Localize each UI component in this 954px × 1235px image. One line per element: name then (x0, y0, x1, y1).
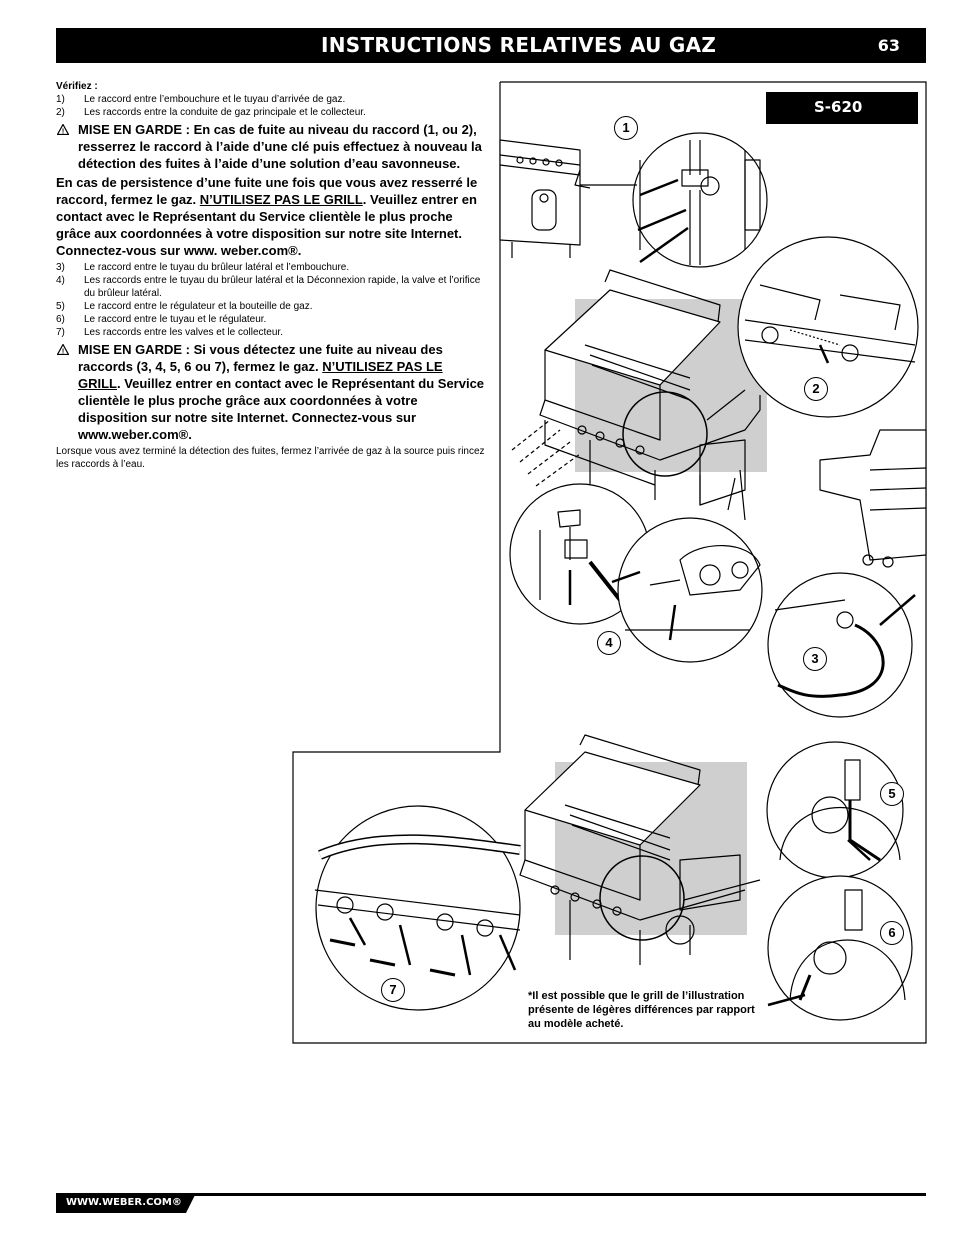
callout-number: 4 (605, 635, 613, 650)
footer-url: WWW.WEBER.COM® (66, 1197, 182, 1208)
callout-number: 6 (888, 925, 896, 940)
list-item-number: 1) (56, 94, 65, 105)
persist-text-end: . Veuillez entrer en contact avec le Représentant du Service clientèle le plus proche grâce aux coordonnées à votre disposition sur notre site Internet. Connectez-vous sur www. weber.com®. (56, 192, 477, 258)
list-item-number: 3) (56, 262, 65, 273)
list-item-number: 5) (56, 301, 65, 312)
do-not-use-text: N’UTILISEZ PAS LE GRILL (199, 192, 363, 207)
svg-text:!: ! (61, 128, 65, 135)
callout-number: 5 (888, 786, 896, 801)
model-text: S-620 (814, 98, 863, 116)
list-item-number: 7) (56, 327, 65, 338)
callout-1 (614, 116, 638, 140)
list-item-text: Le raccord entre le régulateur et la bouteille de gaz. (84, 301, 313, 312)
callout-4 (597, 631, 621, 655)
warning-1-text: MISE EN GARDE : En cas de fuite au niveau du raccord (1, ou 2), resserrez le raccord à l’aide d’une clé puis effectuez à nouveau la détection des fuites à l’aide d’une solution d’eau savonneuse. (78, 122, 482, 171)
list-item-text: Les raccords entre le tuyau du brûleur latéral et la Déconnexion rapide, la valve et l’orifice du brûleur latéral. (84, 275, 481, 299)
list-item-number: 4) (56, 275, 65, 286)
list-item-text: Les raccords entre la conduite de gaz principale et le collecteur. (84, 107, 366, 118)
callout-3 (803, 647, 827, 671)
warning-2-text: MISE EN GARDE : Si vous détectez une fuite au niveau des raccords (3, 4, 5, 6 ou 7), fermez le gaz. (78, 342, 443, 374)
callout-5 (880, 782, 904, 806)
page-title: INSTRUCTIONS RELATIVES AU GAZ (321, 33, 717, 57)
grill-side-view (820, 430, 926, 567)
warning-2-text-end: . Veuillez entrer en contact avec le Représentant du Service clientèle le plus proche grâce aux coordonnées à votre disposition sur notre site Internet. Connectez-vous sur www.weber.com®. (78, 376, 485, 442)
callout-2 (804, 377, 828, 401)
closing-text: Lorsque vous avez terminé la détection des fuites, fermez l’arrivée de gaz à la source puis rincez les raccords à l’eau. (56, 446, 485, 470)
svg-text:!: ! (61, 348, 65, 355)
model-label (766, 92, 918, 124)
callout-number: 3 (811, 651, 819, 666)
callout-6 (880, 921, 904, 945)
check-label: Vérifiez : (56, 81, 98, 92)
list-item-text: Le raccord entre le tuyau et le régulateur. (84, 314, 267, 325)
callout-7 (381, 978, 405, 1002)
list-item-number: 2) (56, 107, 65, 118)
grill-icon (500, 140, 580, 258)
list-item-text: Les raccords entre les valves et le collecteur. (84, 327, 283, 338)
page-number: 63 (877, 36, 900, 55)
list-item-number: 6) (56, 314, 65, 325)
illustration-note: *Il est possible que le grill de l’illustration présente de légères différences par rapport au modèle acheté. (528, 990, 755, 1030)
do-not-use-text: N’UTILISEZ PAS LE GRILL (78, 359, 443, 391)
callout-number: 7 (389, 982, 397, 997)
list-item-text: Le raccord entre l’embouchure et le tuyau d’arrivée de gaz. (84, 94, 346, 105)
callout-number: 1 (622, 120, 630, 135)
persist-text: En cas de persistence d’une fuite une fois que vous avez resserré le raccord, fermez le gaz. (56, 175, 478, 207)
callout-number: 2 (812, 381, 820, 396)
list-item-text: Le raccord entre le tuyau du brûleur latéral et l’embouchure. (84, 262, 350, 273)
